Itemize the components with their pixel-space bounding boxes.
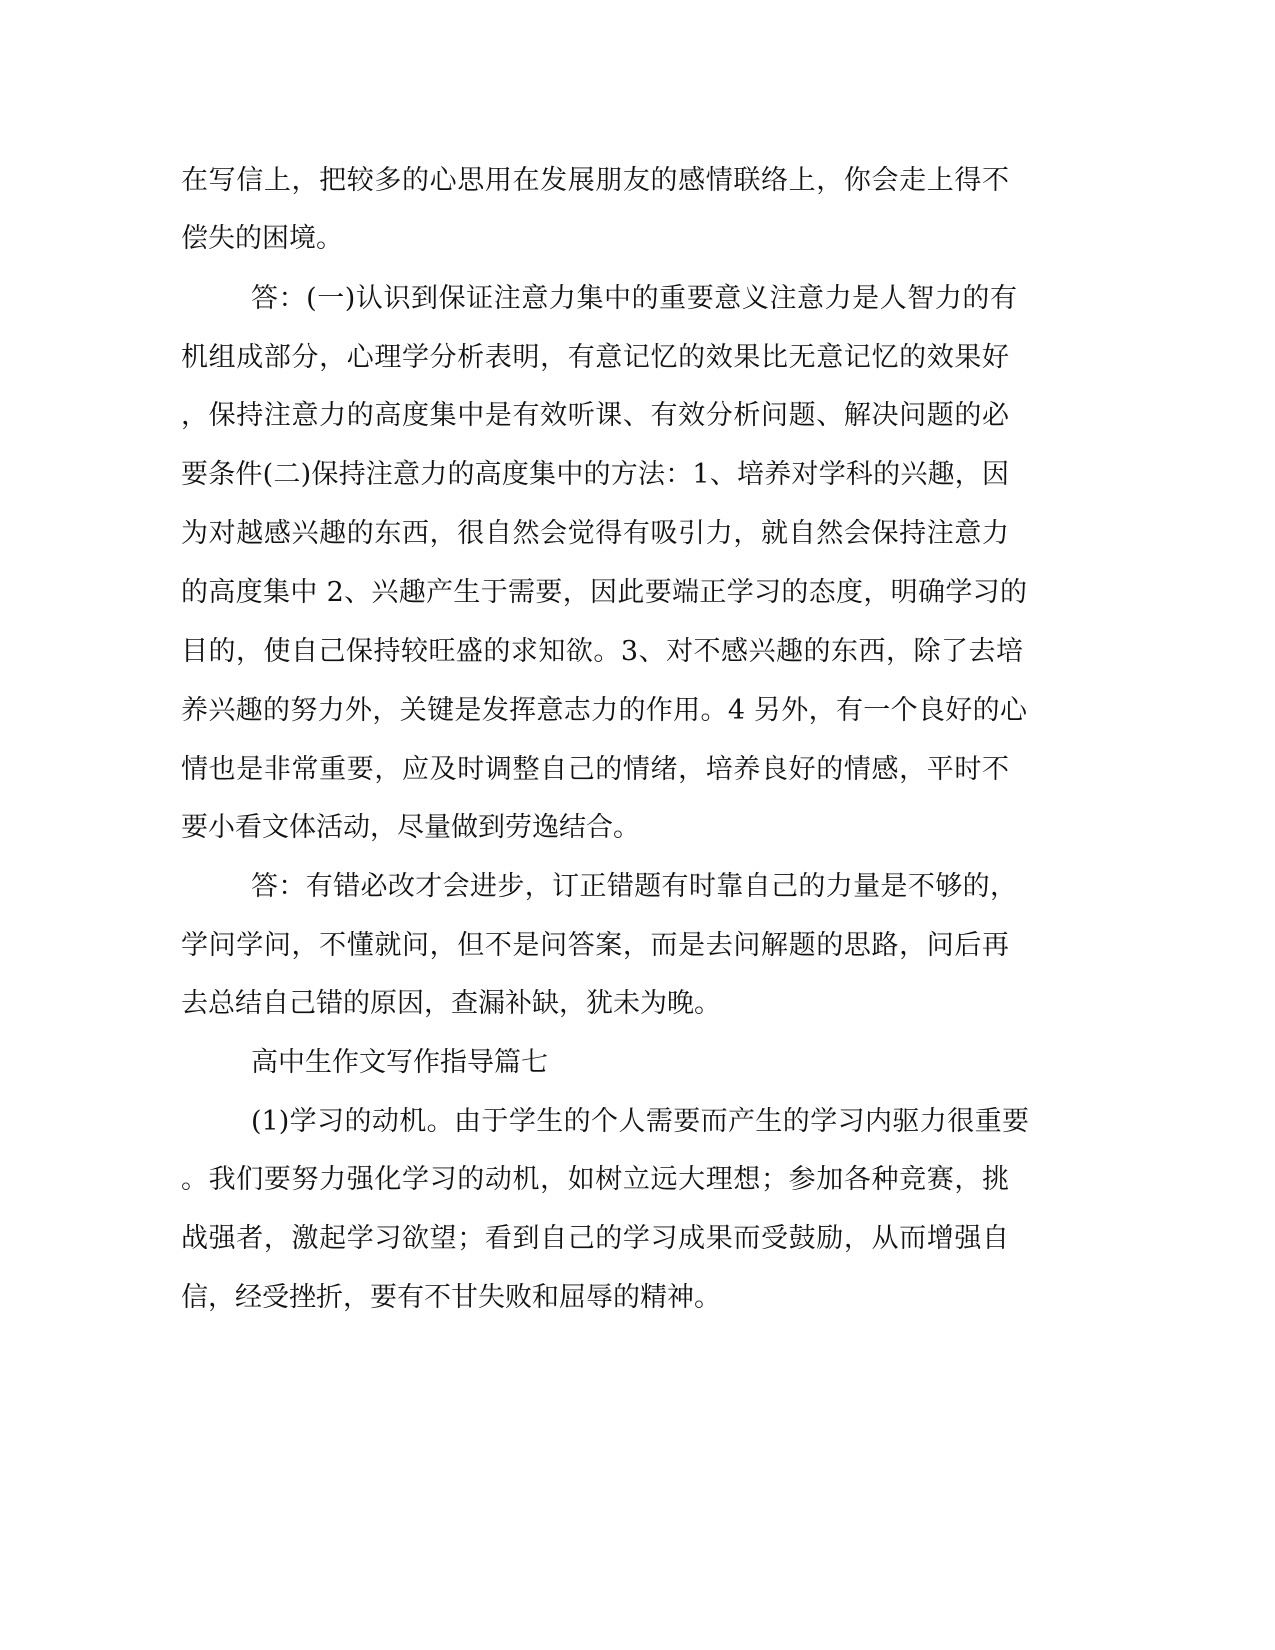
text-line: 养兴趣的努力外，关键是发挥意志力的作用。4 另外，有一个良好的心	[181, 695, 1027, 726]
text-line: 答：有错必改才会进步，订正错题有时靠自己的力量是不够的，	[251, 871, 1017, 902]
text-line: 情也是非常重要，应及时调整自己的情绪，培养良好的情感，平时不	[181, 754, 1009, 785]
text-line: 答：(一)认识到保证注意力集中的重要意义注意力是人智力的有	[251, 283, 1017, 314]
text-line: 学问学问，不懂就问，但不是问答案，而是去问解题的思路，问后再	[181, 930, 1009, 961]
section-heading: 高中生作文写作指导篇七	[251, 1047, 548, 1078]
text-line: 信，经受挫折，要有不甘失败和屈辱的精神。	[181, 1282, 721, 1313]
text-line: 。我们要努力强化学习的动机，如树立远大理想；参加各种竞赛，挑	[181, 1164, 1009, 1195]
text-line: 要小看文体活动，尽量做到劳逸结合。	[181, 812, 640, 843]
text-line: 的高度集中 2、兴趣产生于需要，因此要端正学习的态度，明确学习的	[181, 577, 1027, 608]
text-line: 目的，使自己保持较旺盛的求知欲。3、对不感兴趣的东西，除了去培	[181, 636, 1023, 667]
text-line: 去总结自己错的原因，查漏补缺，犹未为晚。	[181, 988, 721, 1019]
text-line: 在写信上，把较多的心思用在发展朋友的感情联络上，你会走上得不	[181, 165, 1009, 196]
text-line: 机组成部分，心理学分析表明，有意记忆的效果比无意记忆的效果好	[181, 342, 1009, 373]
text-line: 战强者，激起学习欲望；看到自己的学习成果而受鼓励，从而增强自	[181, 1223, 1009, 1254]
text-line: 要条件(二)保持注意力的高度集中的方法：1、培养对学科的兴趣，因	[181, 459, 1009, 490]
text-line: (1)学习的动机。由于学生的个人需要而产生的学习内驱力很重要	[251, 1106, 1029, 1137]
text-line: 偿失的困境。	[181, 223, 343, 254]
text-line: 为对越感兴趣的东西，很自然会觉得有吸引力，就自然会保持注意力	[181, 518, 1009, 549]
text-line: ，保持注意力的高度集中是有效听课、有效分析问题、解决问题的必	[181, 400, 1009, 431]
